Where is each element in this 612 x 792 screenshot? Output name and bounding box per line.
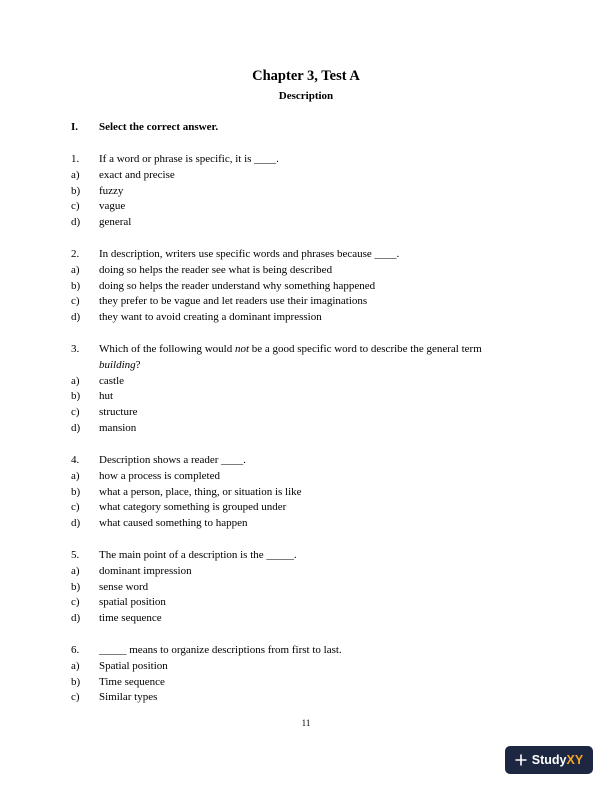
question-text: In description, writers use specific words and phrases because ____.	[99, 248, 400, 260]
answer-option: d) what caused something to happen	[71, 517, 248, 530]
answer-option: b) Time sequence	[71, 675, 165, 688]
answer-option: b) doing so helps the reader understand why something happened	[71, 279, 376, 292]
answer-option: c) vague	[71, 200, 126, 213]
answer-option: a) doing so helps the reader see what is being described	[71, 263, 333, 276]
page-subtitle: Description	[278, 90, 334, 102]
answer-option: a) exact and precise	[71, 168, 175, 181]
studyxy-badge[interactable]	[505, 746, 593, 774]
question-number: 6.	[71, 644, 80, 656]
question-number: 2.	[71, 248, 80, 260]
answer-option: d) mansion	[71, 421, 137, 434]
question-text-continued: building?	[99, 358, 141, 371]
question-2	[71, 247, 531, 326]
question-text: If a word or phrase is specific, it is ____.	[99, 153, 279, 165]
question-number: 5.	[71, 549, 80, 561]
brand-name-part2: XY	[566, 753, 584, 767]
page-title: Chapter 3, Test A	[252, 68, 360, 84]
section-number: I.	[71, 121, 79, 133]
question-1	[71, 152, 531, 231]
question-text: _____ means to organize descriptions from first to last.	[99, 644, 342, 656]
section-instruction: Select the correct answer.	[99, 121, 219, 133]
answer-option: a) dominant impression	[71, 564, 192, 577]
answer-option: d) general	[71, 216, 132, 229]
answer-option: c) structure	[71, 406, 138, 419]
question-text: Description shows a reader ____.	[99, 454, 246, 466]
section-heading	[71, 121, 218, 133]
answer-option: b) sense word	[71, 580, 149, 593]
answer-option: a) how a process is completed	[71, 469, 220, 482]
answer-option: d) they want to avoid creating a dominant impression	[71, 311, 322, 324]
question-3	[71, 342, 531, 437]
brand-name-part1: Study	[531, 753, 567, 767]
question-6	[71, 643, 531, 706]
answer-option: b) what a person, place, thing, or situation is like	[71, 485, 302, 498]
question-text: Which of the following would not be a good specific word to describe the general term	[99, 343, 482, 355]
answer-option: b) fuzzy	[71, 184, 124, 197]
answer-option: b) hut	[71, 390, 114, 403]
answer-option: a) Spatial position	[71, 659, 168, 672]
question-number: 4.	[71, 454, 80, 466]
question-number: 3.	[71, 343, 80, 355]
answer-option: a) castle	[71, 374, 125, 387]
question-number: 1.	[71, 153, 80, 165]
answer-option: c) spatial position	[71, 596, 166, 609]
question-text: The main point of a description is the _____.	[99, 549, 297, 561]
answer-option: c) they prefer to be vague and let readers use their imaginations	[71, 295, 368, 308]
plus-icon	[515, 754, 527, 766]
answer-option: c) Similar types	[71, 691, 158, 704]
question-5	[71, 548, 531, 627]
page-number: 11	[301, 718, 311, 728]
answer-option: c) what category something is grouped under	[71, 501, 287, 514]
question-4	[71, 453, 531, 532]
answer-option: d) time sequence	[71, 612, 162, 625]
